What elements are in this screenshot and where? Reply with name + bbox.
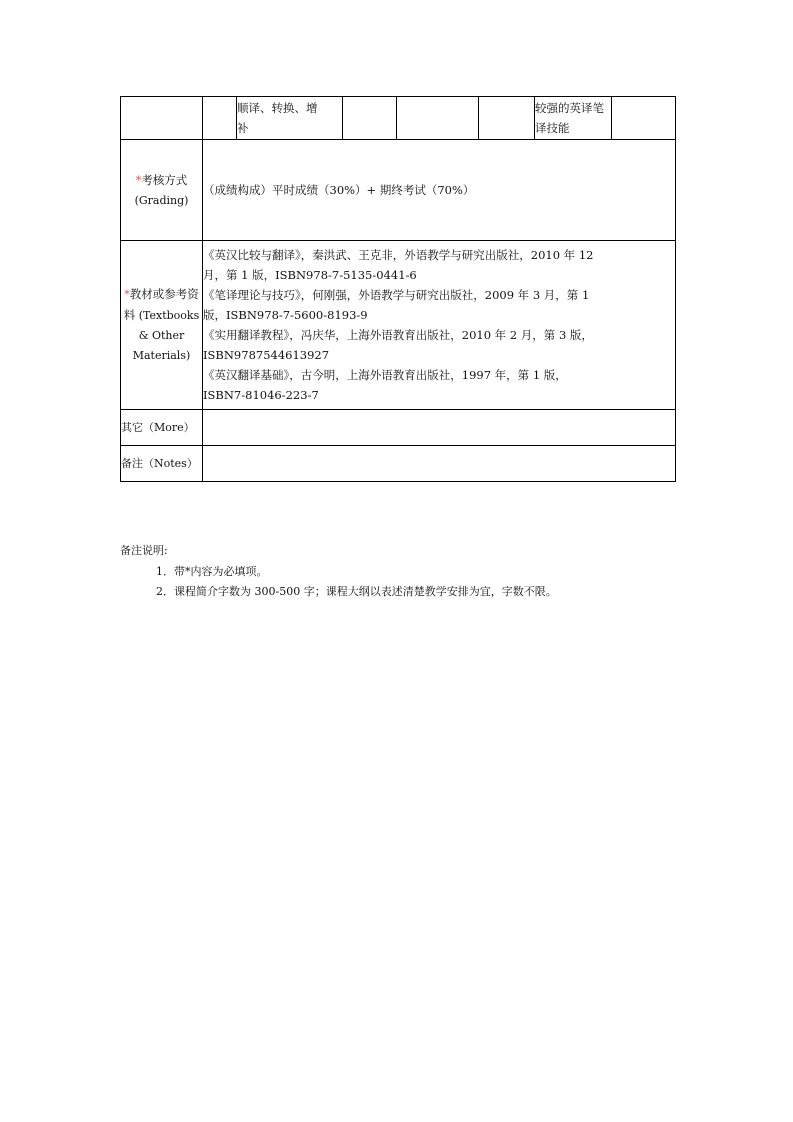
more-value [203, 410, 676, 446]
grading-label: *考核方式 (Grading) [121, 140, 203, 241]
course-syllabus-table [120, 96, 676, 482]
remarks-title: 备注说明: [120, 544, 168, 557]
table-row-continued [121, 97, 676, 140]
textbook-line: 版，ISBN978-7-5600-8193-9 [203, 308, 368, 322]
table-cell-empty [479, 97, 535, 140]
textbook-line: 月，第 1 版，ISBN978-7-5135-0441-6 [203, 268, 417, 282]
table-row-grading [121, 140, 676, 241]
table-cell-empty [397, 97, 479, 140]
table-row-more [121, 410, 676, 446]
required-star: * [124, 288, 130, 301]
textbook-line: ISBN9787544613927 [203, 348, 330, 362]
table-cell-empty [612, 97, 676, 140]
table-row-textbooks [121, 241, 676, 410]
textbook-line: ISBN7-81046-223-7 [203, 388, 319, 402]
textbook-line: 《英汉比较与翻译》，秦洪武、王克非，外语教学与研究出版社，2010 年 12 [203, 248, 594, 262]
textbooks-list [203, 241, 676, 410]
notes-value [203, 446, 676, 482]
table-cell-empty [121, 97, 203, 140]
grading-value: （成绩构成）平时成绩（30%）+ 期终考试（70%） [203, 140, 676, 241]
notes-label: 备注（Notes） [121, 446, 203, 482]
textbook-line: 《实用翻译教程》，冯庆华，上海外语教育出版社，2010 年 2 月，第 3 版， [203, 328, 593, 342]
table-cell-objective: 较强的英译笔 译技能 [535, 97, 612, 140]
table-cell-empty [343, 97, 397, 140]
textbooks-label: *教材或参考资 料 (Textbooks & Other Materials) [121, 241, 203, 410]
more-label: 其它（More） [121, 410, 203, 446]
remark-item: 1．带*内容为必填项。 [156, 565, 268, 578]
remark-item: 2．课程简介字数为 300-500 字；课程大纲以表述清楚教学安排为宜，字数不限。 [156, 585, 557, 598]
textbook-line: 《英汉翻译基础》，古今明，上海外语教育出版社，1997 年，第 1 版， [203, 368, 567, 382]
table-cell-content: 顺译、转换、增 补 [237, 97, 343, 140]
textbook-line: 《笔译理论与技巧》，何刚强，外语教学与研究出版社，2009 年 3 月，第 1 [203, 288, 590, 302]
required-star: * [135, 173, 142, 187]
table-cell-empty [203, 97, 237, 140]
table-row-notes [121, 446, 676, 482]
